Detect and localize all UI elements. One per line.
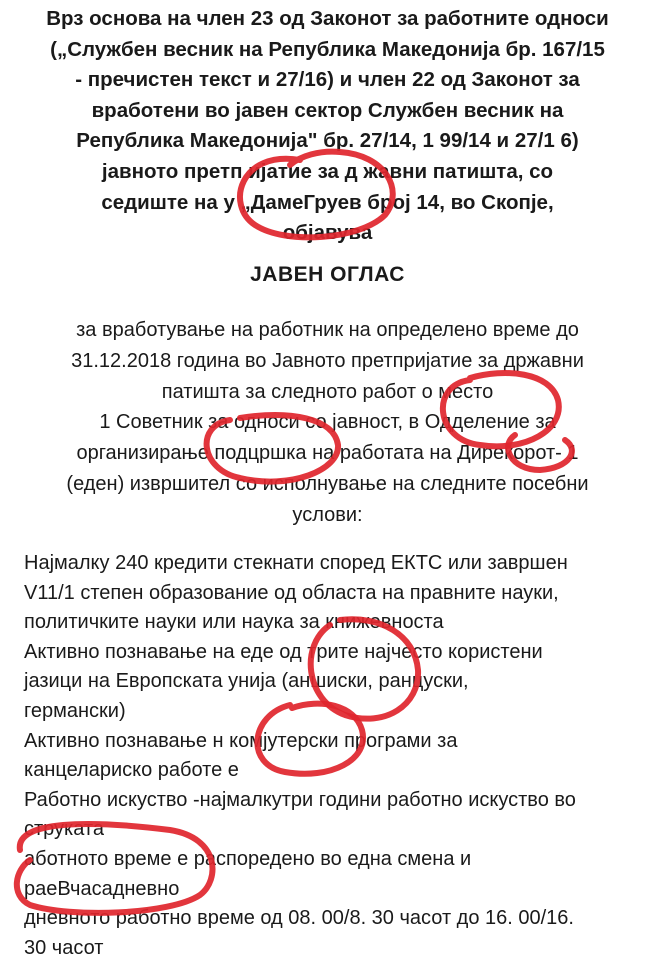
requirement-line: канцелариско работе е bbox=[24, 759, 239, 782]
requirement-line: Активно познавање на еде од трите најчесто користени bbox=[24, 640, 543, 663]
intro-line: објавува bbox=[282, 221, 373, 245]
requirement-line: аботното време е распоредено во една смена и bbox=[24, 847, 472, 870]
announcement-line: патишта за следното работ о место bbox=[161, 380, 494, 403]
intro-line: Република Македонија" бр. 27/14, 1 99/14 и 27/1 6) bbox=[76, 129, 579, 153]
announcement-line: услови: bbox=[292, 503, 363, 526]
intro-line: Врз основа на член 23 од Законот за работните односи bbox=[46, 7, 609, 30]
announcement-line: за вработување на работник на определено време до bbox=[76, 319, 579, 341]
requirement-line: Активно познавање н комјутерски програми за bbox=[24, 729, 458, 752]
announcement-line: организирање подцршка на работата на Дирекорот- 1 bbox=[76, 442, 579, 465]
requirement-line: Работно искуство -најмалкутри години работно искуство во bbox=[24, 788, 576, 811]
requirements-list bbox=[24, 549, 644, 963]
intro-line: („Службен весник на Република Македонија бр. 167/15 bbox=[50, 37, 605, 61]
legal-basis-paragraph bbox=[14, 4, 641, 249]
announcement-line: 1 Советник за одноcи со јавност, в Одделение за bbox=[99, 411, 556, 434]
announcement-line: 31.12.2018 година во Јавното претпријатие за државни bbox=[71, 349, 584, 372]
requirement-line: дневното работно време од 08. 00/8. 30 часот до 16. 00/16. bbox=[24, 907, 574, 930]
requirement-line: политичките науки или наука за книжевноста bbox=[24, 611, 444, 634]
requirement-line: струката bbox=[24, 818, 104, 841]
requirement-line: раеВчасадневно bbox=[24, 877, 180, 900]
announcement-paragraph bbox=[14, 315, 641, 531]
requirement-line: 30 часот bbox=[24, 936, 104, 959]
announcement-line: (еден) извршител со исполнување на следните посебни bbox=[66, 472, 589, 495]
requirement-line: V11/1 степен образование од областа на правните науки, bbox=[24, 581, 559, 604]
intro-line: седиште на у „ДамеГруев броj 14, во Скопје, bbox=[101, 190, 554, 214]
page-title: ЈАВЕН ОГЛАС bbox=[250, 263, 405, 286]
intro-line: - пречистен текст и 27/16) и член 22 од Законот за bbox=[75, 68, 580, 92]
requirement-line: Најмалку 240 кредити стекнати според ЕКТС или завршен bbox=[24, 552, 568, 574]
intro-line: вработени во јавен сектор Службен весник на bbox=[91, 98, 564, 122]
requirement-line: јазици на Европската унија (аншиски, ранцуски, bbox=[24, 670, 469, 693]
intro-line: јавното претп ијатие за д жавни патишта, со bbox=[101, 159, 554, 183]
requirement-line: германски) bbox=[24, 699, 126, 722]
